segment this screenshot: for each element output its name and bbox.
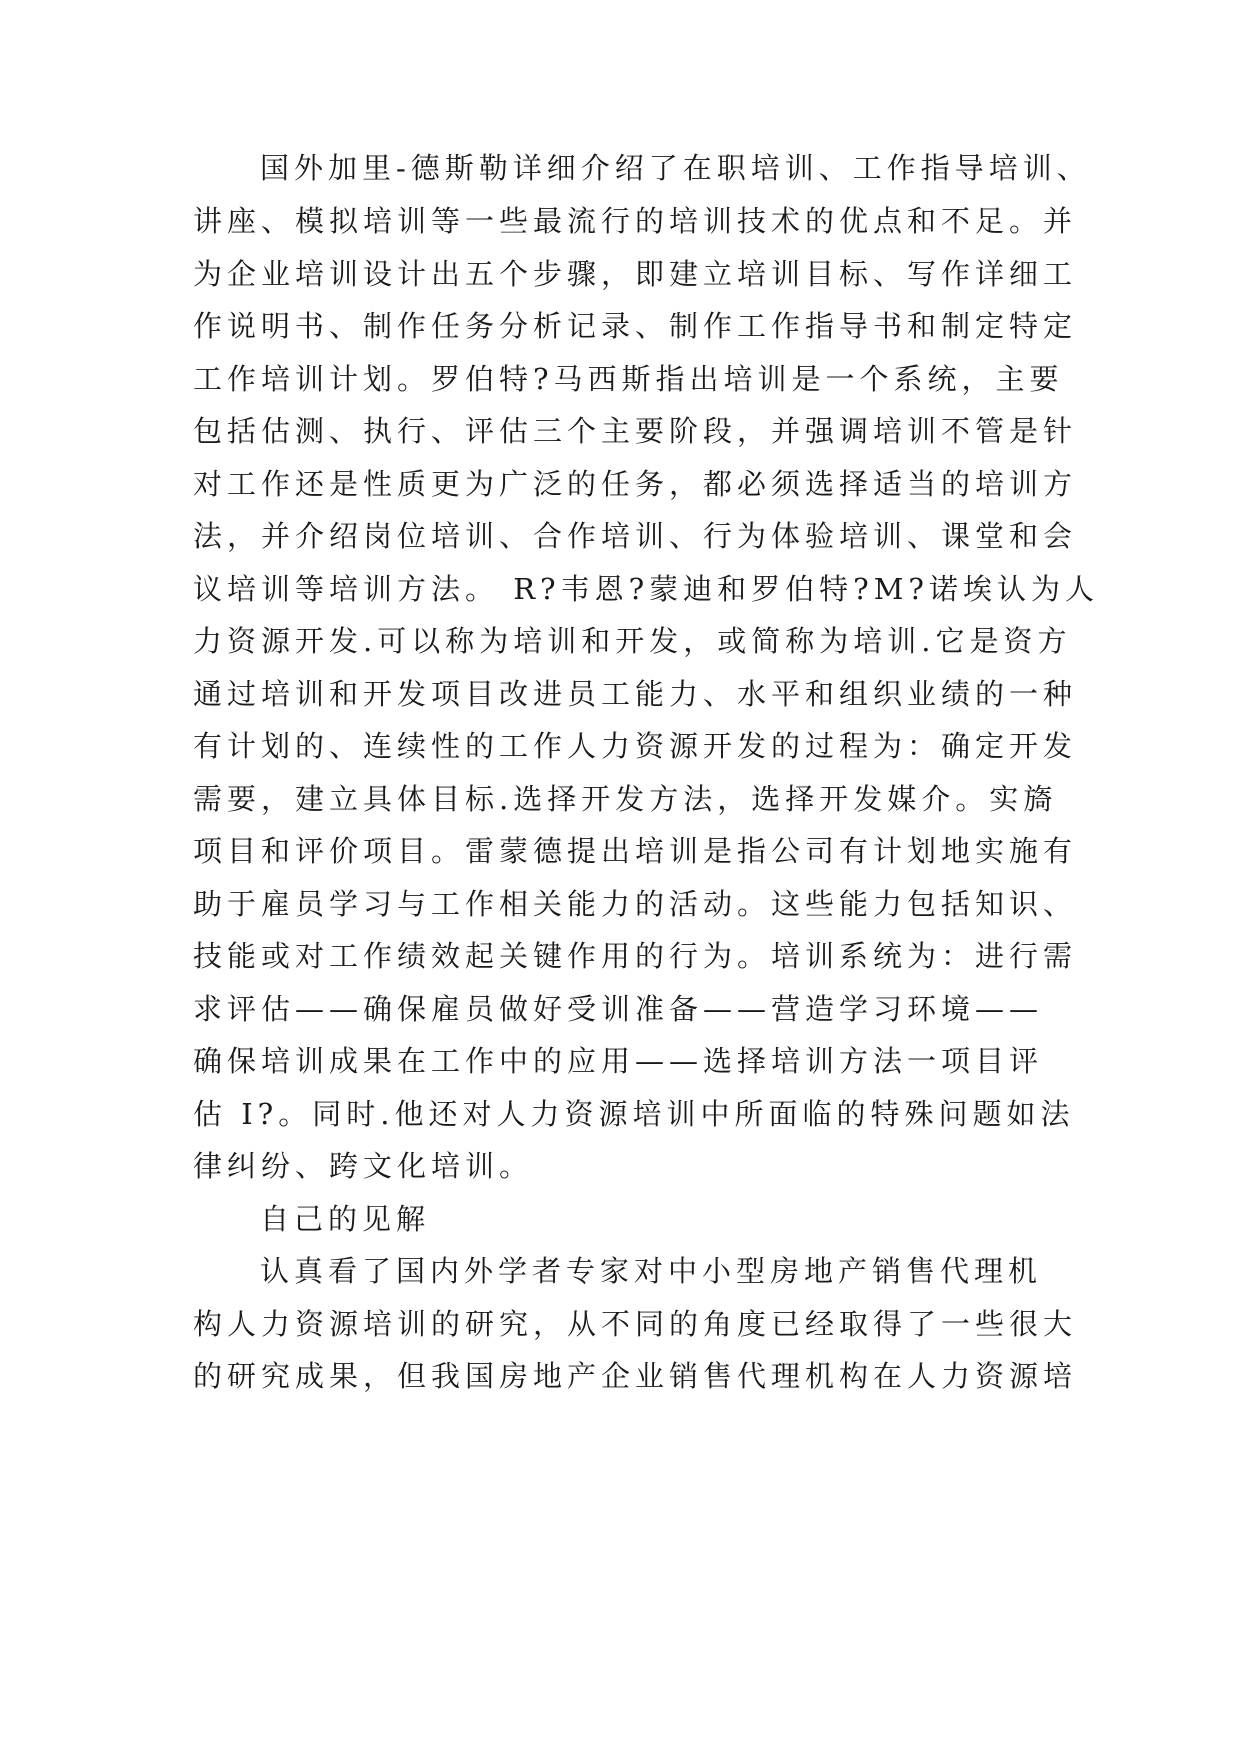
paragraph-line: 的研究成果，但我国房地产企业销售代理机构在人力资源培 <box>193 1359 1078 1393</box>
paragraph-line: 包括估测、执行、评估三个主要阶段，并强调培训不管是针 <box>193 414 1078 448</box>
paragraph-line: 项目和评价项目。雷蒙德提出培训是指公司有计划地实施有 <box>193 834 1078 868</box>
paragraph-line: 需要，建立具体目标.选择开发方法，选择开发媒介。实旖 <box>193 782 1058 816</box>
paragraph-line: 国外加里-德斯勒详细介绍了在职培训、工作指导培训、 <box>260 151 1091 185</box>
paragraph-line: 工作培训计划。罗伯特?马西斯指出培训是一个系统，主要 <box>193 362 1064 396</box>
paragraph-line: 助于雇员学习与工作相关能力的活动。这些能力包括知识、 <box>193 887 1078 921</box>
paragraph-line: 对工作还是性质更为广泛的任务，都必须选择适当的培训方 <box>193 467 1078 501</box>
paragraph-line: 法，并介绍岗位培训、合作培训、行为体验培训、课堂和会 <box>193 519 1078 553</box>
paragraph-line: 技能或对工作绩效起关键作用的行为。培训系统为：进行需 <box>193 939 1078 973</box>
paragraph-line: 求评估——确保雇员做好受训准备——营造学习环境—— <box>193 992 1044 1026</box>
paragraph-line: 律纠纷、跨文化培训。 <box>193 1149 534 1183</box>
paragraph-line: 构人力资源培训的研究，从不同的角度已经取得了一些很大 <box>193 1307 1078 1341</box>
paragraph-line: 估 I?。同时.他还对人力资源培训中所面临的特殊问题如法 <box>193 1097 1075 1131</box>
paragraph-line: 确保培训成果在工作中的应用——选择培训方法一项目评 <box>193 1044 1044 1078</box>
paragraph-line: 作说明书、制作任务分析记录、制作工作指导书和制定特定 <box>193 309 1078 343</box>
paragraph-line: 力资源开发.可以称为培训和开发，或简称为培训.它是资方 <box>193 624 1072 658</box>
section-heading: 自己的见解 <box>260 1202 431 1236</box>
paragraph-line: 讲座、模拟培训等一些最流行的培训技术的优点和不足。并 <box>193 204 1078 238</box>
paragraph-line: 为企业培训设计出五个步骤，即建立培训目标、写作详细工 <box>193 257 1078 291</box>
paragraph-line: 议培训等培训方法。 R?韦恩?蒙迪和罗伯特?M?诺埃认为人 <box>193 572 1099 606</box>
paragraph-line: 有计划的、连续性的工作人力资源开发的过程为：确定开发 <box>193 729 1078 763</box>
paragraph-line: 通过培训和开发项目改进员工能力、水平和组织业绩的一种 <box>193 677 1078 711</box>
paragraph-line: 认真看了国内外学者专家对中小型房地产销售代理机 <box>260 1254 1043 1288</box>
